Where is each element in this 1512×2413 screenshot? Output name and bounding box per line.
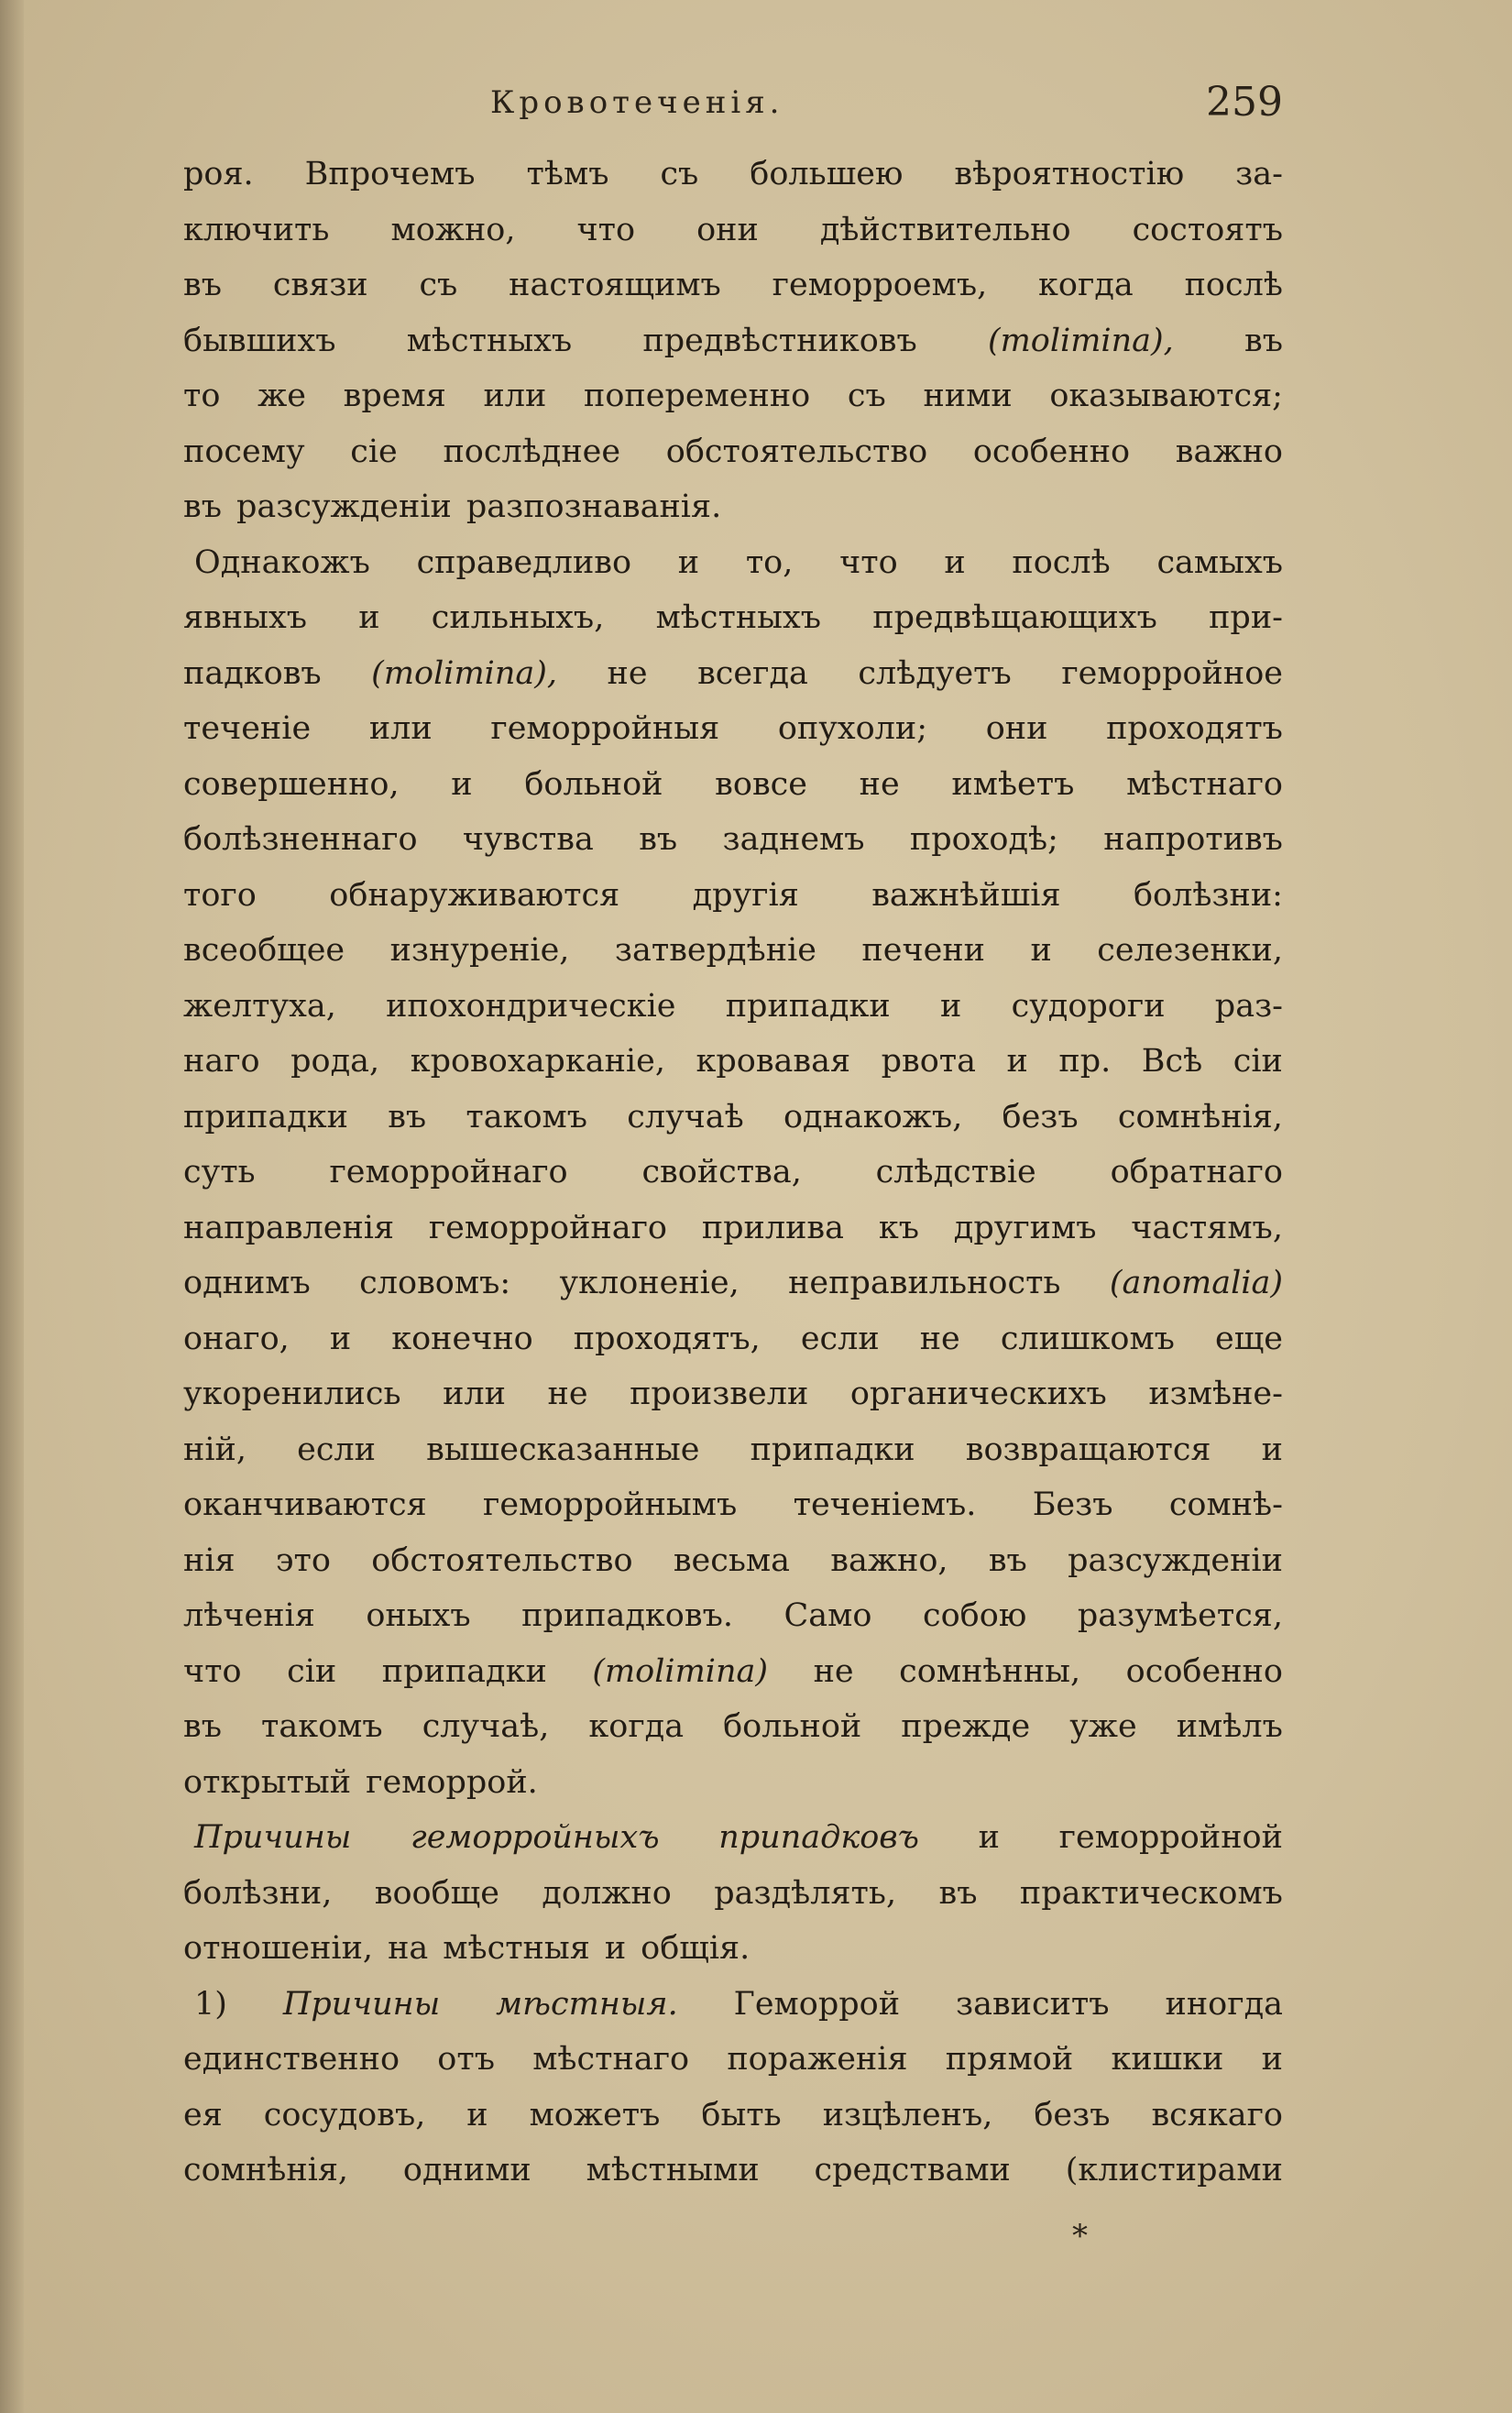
word: геморройнаго	[428, 1209, 668, 1246]
word: раздѣлять,	[714, 1874, 897, 1912]
word: проходятъ,	[573, 1320, 761, 1357]
word: припадки	[183, 1098, 349, 1135]
text-line	[183, 1256, 1283, 1311]
word: ній,	[183, 1431, 247, 1468]
word: имѣетъ	[951, 765, 1075, 803]
text-line	[183, 1477, 1283, 1533]
page-number: 259	[1206, 79, 1283, 126]
running-head-title: Кровотеченія.	[490, 84, 784, 121]
word: что	[576, 211, 636, 248]
word: когда	[588, 1708, 685, 1745]
text-line	[183, 646, 1283, 702]
word: припадковъ	[718, 1819, 919, 1856]
word: въ	[639, 821, 678, 858]
word: вѣроятностію	[954, 156, 1185, 192]
word: мѣстныхъ	[406, 322, 573, 359]
word: и	[1030, 932, 1052, 969]
word: желтуха,	[183, 987, 336, 1025]
word: лѣченія	[183, 1597, 315, 1634]
word: мѣстными	[586, 2152, 760, 2188]
word: то,	[745, 543, 794, 581]
word: Причины	[194, 1819, 352, 1856]
word: же	[257, 378, 307, 414]
word: если	[297, 1431, 376, 1468]
word: имѣлъ	[1176, 1708, 1283, 1745]
word: если	[800, 1320, 880, 1357]
word: они	[696, 211, 759, 248]
word: тѣмъ	[526, 156, 609, 192]
word: не	[607, 654, 648, 692]
word: селезенки,	[1097, 932, 1283, 969]
text-line	[183, 979, 1283, 1035]
word: Впрочемъ	[304, 156, 476, 192]
word: безъ	[1002, 1098, 1079, 1135]
word: мѣстнаго	[1126, 765, 1283, 803]
word: быть	[701, 2096, 782, 2133]
word: къ	[878, 1209, 919, 1246]
word: изцѣленъ,	[822, 2096, 993, 2133]
text-line	[183, 1034, 1283, 1090]
word: припадки	[750, 1431, 915, 1468]
word: важнѣйшія	[871, 876, 1061, 914]
word: Причины	[282, 1985, 441, 2023]
word: оканчиваются	[183, 1486, 427, 1523]
word: попеременно	[584, 378, 811, 414]
text-line	[183, 812, 1283, 868]
word: въ	[1244, 322, 1283, 359]
word: больной	[723, 1708, 862, 1745]
word: произвели	[630, 1376, 809, 1412]
word: другія	[692, 876, 799, 914]
word: геморройной	[1058, 1819, 1283, 1856]
word: уже	[1069, 1708, 1137, 1745]
word: единственно	[183, 2041, 400, 2078]
word: припадки	[725, 987, 891, 1025]
word: иногда	[1165, 1985, 1283, 2023]
word: геморройныя	[490, 710, 720, 747]
word: частямъ,	[1131, 1209, 1283, 1246]
word: ея	[183, 2096, 223, 2133]
body-text	[183, 147, 1283, 2199]
text-line	[183, 479, 1283, 535]
word: и	[358, 599, 380, 636]
word: обратнаго	[1110, 1154, 1283, 1190]
text-line	[183, 368, 1283, 424]
word: на	[388, 1930, 429, 1967]
word: вышесказанные	[426, 1431, 700, 1468]
word: направленія	[183, 1209, 395, 1246]
word: проходятъ	[1106, 710, 1283, 747]
text-line	[183, 2143, 1283, 2199]
word: затвердѣніе	[614, 932, 816, 969]
word: можно,	[390, 211, 516, 248]
word: такомъ	[466, 1098, 588, 1135]
word: и	[1006, 1043, 1028, 1080]
word: посему	[183, 433, 305, 470]
word: дѣйствительно	[819, 211, 1071, 248]
word: и	[978, 1819, 1000, 1856]
word: самыхъ	[1156, 543, 1283, 581]
word: кровавая	[696, 1043, 851, 1080]
text-line	[183, 1699, 1283, 1755]
word: однимъ	[183, 1265, 311, 1301]
word: геморроемъ,	[772, 267, 988, 303]
word: ипохондрическіе	[386, 987, 676, 1025]
text-line	[183, 1422, 1283, 1478]
word: оныхъ	[366, 1597, 471, 1634]
text-line	[183, 1866, 1283, 1922]
word: оказываются;	[1049, 378, 1283, 414]
word: съ	[847, 378, 886, 414]
word: всякаго	[1151, 2096, 1283, 2133]
word: изнуреніе,	[389, 932, 570, 969]
word: предвѣстниковъ	[642, 322, 917, 359]
text-line	[183, 1533, 1283, 1589]
word: связи	[272, 267, 368, 303]
word: сосудовъ,	[263, 2096, 426, 2133]
text-line	[183, 1366, 1283, 1422]
word: при-	[1209, 599, 1283, 636]
word: вовсе	[715, 765, 807, 803]
word: что	[839, 543, 898, 581]
word: неправильность	[788, 1265, 1061, 1301]
word: всегда	[697, 654, 808, 692]
word: послѣ	[1184, 267, 1283, 303]
word: слѣдствіе	[875, 1154, 1036, 1190]
word: и	[451, 765, 473, 803]
text-line	[183, 923, 1283, 979]
word: прилива	[701, 1209, 845, 1246]
word: болѣзни,	[183, 1874, 333, 1912]
word: съ	[660, 156, 699, 192]
word: сомнѣ-	[1168, 1486, 1283, 1523]
word: болѣзненнаго	[183, 821, 418, 858]
word: чувства	[462, 821, 594, 858]
word: время	[343, 378, 446, 414]
word: суть	[183, 1154, 256, 1190]
word: 1)	[194, 1985, 227, 2023]
word: сіе	[350, 433, 398, 470]
word: разсужденіи	[236, 488, 452, 525]
word: Всѣ	[1141, 1043, 1203, 1080]
word: безъ	[1034, 2096, 1111, 2133]
word: разпознаванія.	[466, 488, 722, 525]
word: обстоятельство	[665, 433, 928, 470]
text-line	[183, 313, 1283, 369]
word: мѣстнаго	[532, 2041, 690, 2078]
word: отъ	[437, 2041, 495, 2078]
word: мѣстныя.	[496, 1985, 678, 2023]
word: Само	[783, 1597, 872, 1634]
word: кровохарканіе,	[410, 1043, 665, 1080]
word: и	[466, 2096, 488, 2133]
word: это	[275, 1541, 331, 1579]
word: онаго,	[183, 1320, 290, 1357]
word: свойства,	[641, 1154, 802, 1190]
word: общія.	[641, 1930, 751, 1967]
word: конечно	[391, 1320, 533, 1357]
word: мѣстныя	[443, 1930, 590, 1967]
word: особенно	[1125, 1652, 1283, 1690]
word: важно,	[830, 1541, 948, 1579]
word: они	[985, 710, 1048, 747]
word: напротивъ	[1103, 821, 1283, 858]
word: возвращаются	[965, 1431, 1211, 1468]
word: или	[443, 1376, 506, 1412]
word: опухоли;	[777, 710, 928, 747]
word: особенно	[972, 433, 1131, 470]
text-line	[183, 147, 1283, 203]
text-line	[183, 868, 1283, 924]
word: послѣ	[1012, 543, 1111, 581]
word: раз-	[1214, 987, 1283, 1025]
word: заднемъ	[722, 821, 865, 858]
word: средствами	[814, 2152, 1011, 2188]
word: еще	[1215, 1320, 1283, 1357]
word: кишки	[1111, 2041, 1224, 2078]
word: припадковъ.	[521, 1597, 733, 1634]
word: такомъ	[261, 1708, 383, 1745]
word: уклоненіе,	[559, 1265, 740, 1301]
word: практическомъ	[1019, 1874, 1283, 1912]
word: и	[1261, 2041, 1283, 2078]
word: сомнѣнія,	[1117, 1098, 1283, 1135]
word: состоятъ	[1132, 211, 1283, 248]
word: и	[677, 543, 700, 581]
word: печени	[861, 932, 985, 969]
word: Безъ	[1032, 1486, 1113, 1523]
word: пр.	[1058, 1043, 1112, 1080]
word: должно	[542, 1874, 672, 1912]
word: ключить	[183, 211, 330, 248]
word: геморройнаго	[329, 1154, 568, 1190]
word: настоящимъ	[509, 267, 721, 303]
word: геморройныхъ	[411, 1819, 660, 1856]
word: въ	[183, 267, 222, 303]
text-line	[183, 258, 1283, 313]
word: измѣне-	[1148, 1376, 1283, 1412]
text-line	[183, 1977, 1283, 2033]
word: теченіемъ.	[793, 1486, 977, 1523]
word: геморройнымъ	[483, 1486, 738, 1523]
word: слишкомъ	[1000, 1320, 1175, 1357]
word: послѣднее	[443, 433, 621, 470]
text-line	[183, 1810, 1283, 1866]
word: зависитъ	[956, 1985, 1110, 2023]
text-line	[183, 1311, 1283, 1367]
text-line	[183, 2088, 1283, 2144]
word: (anomalia)	[1109, 1265, 1283, 1301]
text-line	[183, 535, 1283, 591]
word: случаѣ	[627, 1098, 744, 1135]
word: Однакожъ	[194, 543, 370, 581]
word: не	[547, 1376, 588, 1412]
word: сомнѣнія,	[183, 2152, 349, 2188]
word: прямой	[945, 2041, 1074, 2078]
text-line	[183, 1145, 1283, 1201]
text-line	[183, 701, 1283, 757]
word: органическихъ	[849, 1376, 1107, 1412]
signature-mark: *	[1072, 2218, 1088, 2254]
word: наго	[183, 1043, 260, 1080]
word: сіи	[1233, 1043, 1283, 1080]
word: съ	[419, 267, 458, 303]
word: бывшихъ	[183, 322, 336, 359]
word: (molimina),	[987, 322, 1174, 359]
word: рода,	[290, 1043, 380, 1080]
word: слѣдуетъ	[858, 654, 1012, 692]
word: того	[183, 876, 257, 914]
word: болѣзни:	[1133, 876, 1283, 914]
word: (клистирами	[1065, 2152, 1283, 2188]
word: предвѣщающихъ	[872, 599, 1157, 636]
word: и	[940, 987, 962, 1025]
word: рвота	[881, 1043, 977, 1080]
word: падковъ	[183, 654, 322, 692]
word: геморройное	[1061, 654, 1283, 692]
page-binding-edge	[0, 0, 24, 2413]
word: собою	[923, 1597, 1027, 1634]
word: словомъ:	[359, 1265, 511, 1301]
word: сіи	[287, 1652, 337, 1690]
word: открытый	[183, 1763, 352, 1801]
word: другимъ	[953, 1209, 1097, 1246]
text-line	[183, 757, 1283, 813]
word: за-	[1235, 156, 1283, 192]
word: въ	[988, 1541, 1027, 1579]
text-line	[183, 590, 1283, 646]
word: проходѣ;	[909, 821, 1058, 858]
word: Геморрой	[733, 1985, 901, 2023]
word: пораженія	[727, 2041, 908, 2078]
word: вообще	[374, 1874, 499, 1912]
word: прежде	[901, 1708, 1031, 1745]
word: не	[919, 1320, 960, 1357]
word: отношеніи,	[183, 1930, 374, 1967]
word: больной	[524, 765, 663, 803]
word: явныхъ	[183, 599, 307, 636]
text-line	[183, 424, 1283, 480]
text-line	[183, 1921, 1283, 1977]
text-line	[183, 203, 1283, 258]
word: весьма	[673, 1541, 790, 1579]
word: и	[1261, 1431, 1283, 1468]
text-line	[183, 1644, 1283, 1700]
word: или	[368, 710, 433, 747]
word: всеобщее	[183, 932, 345, 969]
word: и	[944, 543, 966, 581]
word: обнаруживаются	[329, 876, 620, 914]
running-head	[174, 79, 1283, 139]
word: сомнѣнны,	[899, 1652, 1081, 1690]
word: и	[329, 1320, 352, 1357]
word: въ	[938, 1874, 978, 1912]
word: обстоятельство	[371, 1541, 633, 1579]
word: ними	[923, 378, 1013, 414]
word: сильныхъ,	[431, 599, 605, 636]
word: и	[604, 1930, 627, 1967]
word: геморрой.	[366, 1763, 538, 1801]
word: нія	[183, 1541, 236, 1579]
word: не	[859, 765, 900, 803]
word: можетъ	[529, 2096, 661, 2133]
text-line	[183, 2032, 1283, 2088]
word: одними	[402, 2152, 531, 2188]
word: (molimina),	[371, 654, 558, 692]
word: роя.	[183, 156, 254, 192]
word: не	[813, 1652, 854, 1690]
word: разумѣется,	[1077, 1597, 1283, 1634]
word: то	[183, 378, 221, 414]
word: (molimina)	[592, 1652, 769, 1690]
word: въ	[183, 1708, 222, 1745]
word: судороги	[1011, 987, 1166, 1025]
text-line	[183, 1588, 1283, 1644]
word: припадки	[381, 1652, 547, 1690]
text-line	[183, 1755, 1283, 1811]
word: что	[183, 1652, 242, 1690]
word: когда	[1038, 267, 1134, 303]
text-line	[183, 1090, 1283, 1146]
word: случаѣ,	[422, 1708, 550, 1745]
word: или	[483, 378, 547, 414]
word: важно	[1175, 433, 1283, 470]
word: большею	[750, 156, 904, 192]
word: разсужденіи	[1068, 1541, 1283, 1579]
word: въ	[388, 1098, 427, 1135]
word: мѣстныхъ	[655, 599, 822, 636]
word: справедливо	[416, 543, 632, 581]
word: теченіе	[183, 710, 312, 747]
text-line	[183, 1201, 1283, 1256]
word: укоренились	[183, 1376, 401, 1412]
word: въ	[183, 488, 222, 525]
word: однакожъ,	[783, 1098, 963, 1135]
word: совершенно,	[183, 765, 400, 803]
